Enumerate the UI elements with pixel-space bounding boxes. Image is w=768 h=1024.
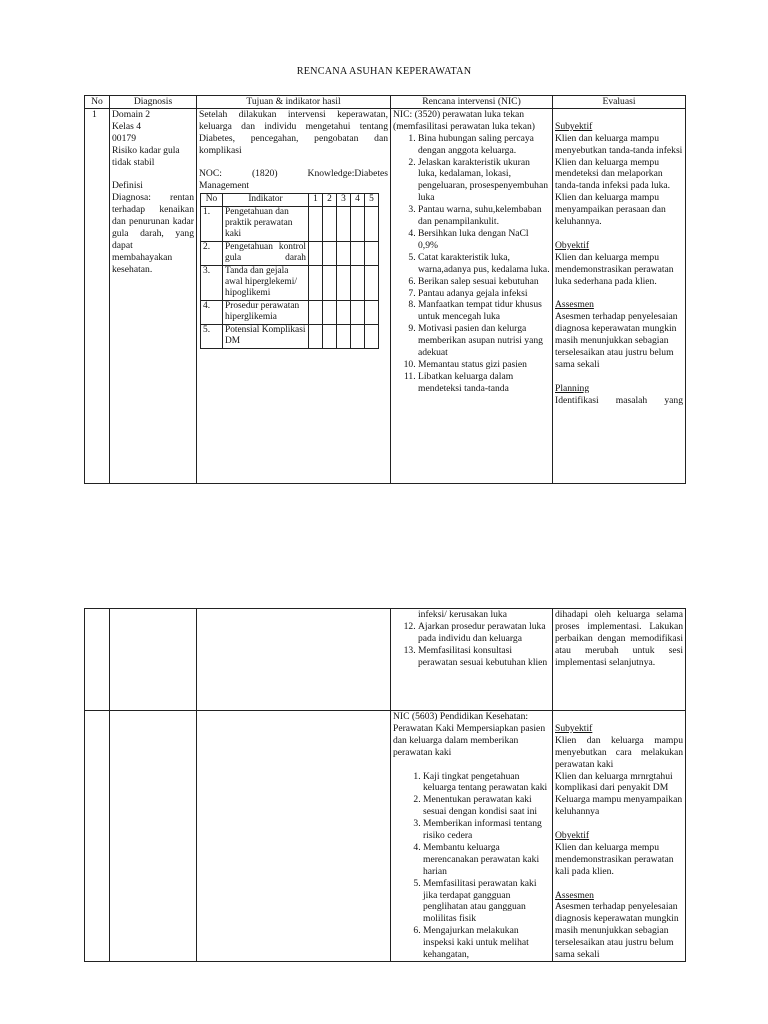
tujuan-intro: Setelah dilakukan intervensi keperawatan, keluarga dan individu mengetahui tentang Diabetes, pencegahan, pengobatan dan komplikasi (199, 108, 388, 156)
header-row (85, 96, 686, 109)
evaluasi-cell (553, 711, 686, 962)
evaluasi-cell (553, 108, 686, 483)
nic-cell (391, 711, 553, 962)
diagnosis-line: Risiko kadar gula (112, 144, 180, 156)
nic-list (393, 133, 550, 395)
list-item: 5. Memfasilitasi perawatan kaki jika terdapat gangguan penglihatan atau gangguan molilitas fisik (423, 878, 550, 926)
list-item: 3. Memberikan informasi tentang risiko cedera (423, 818, 550, 842)
definisi-text: Diagnosa: rentan terhadap kenaikan dan penurunan kadar gula darah, yang dapat membahayakan kesehatan. (112, 192, 194, 275)
asesmen-text: Asesmen terhadap penyelesaian diagnosis keperawatan mungkin masih menunjukkan sebagian terselesaikan atau justru belum sama sekali (555, 901, 679, 961)
diagnosis-line: 00179 (112, 132, 136, 144)
list-item: 4. Membantu keluarga merencanakan perawatan kaki harian (423, 842, 550, 878)
header-tujuan: Tujuan & indikator hasil (197, 96, 391, 109)
header-no: No (85, 96, 110, 109)
indicator-header-row: No Indikator 1 2 3 4 5 (201, 194, 379, 206)
evaluasi-cell (553, 609, 686, 711)
indicator-row: 5. Potensial Komplikasi DM (201, 324, 379, 348)
indicator-row: 2. Pengetahuan kontrol gula darah (201, 241, 379, 265)
list-item: 1. Bina hubungan saling percaya dengan anggota keluarga. (418, 133, 550, 157)
list-item: 11. Libatkan keluarga dalam mendeteksi tanda-tanda (418, 371, 550, 395)
obyektif-text: Klien dan keluarga mempu mendemonstrasikan perawatan luka sederhana pada klien. (555, 251, 674, 287)
page-title: RENCANA ASUHAN KEPERAWATAN (296, 66, 472, 77)
header-diagnosis: Diagnosis (110, 96, 197, 109)
obyektif-label: Obyektif (555, 239, 590, 251)
list-item: 12. Ajarkan prosedur perawatan luka pada individu dan keluarga (418, 621, 550, 645)
diagnosis-line: tidak stabil (112, 156, 155, 168)
indicator-table (200, 193, 379, 348)
definisi-label: Definisi (112, 180, 143, 192)
list-item: 13. Memfasilitasi konsultasi perawatan sesuai kebutuhan klien (418, 645, 550, 669)
list-item: 9. Motivasi pasien dan kelurga memberikan asupan nutrisi yang adekuat (418, 323, 550, 359)
obyektif-label: Obyektif (555, 830, 590, 842)
subyektif-text: Klien dan keluarga mempu mendeteksi dan melaporkan tanda-tanda infeksi pada luka. (555, 156, 671, 192)
nic-list (393, 771, 550, 962)
subyektif-text: Klien dan keluarga mampu menyebutkan tanda-tanda infeksi (555, 132, 683, 156)
asesmen-label: Assesmen (555, 889, 594, 901)
list-item: 3. Pantau warna, suhu,kelembaban dan penampilankulit. (418, 204, 550, 228)
list-item: 6. Berikan salep sesuai kebutuhan (418, 276, 550, 288)
subyektif-text: Klien dan keluarga mampu menyampaikan perasaan dan keluhannya. (555, 192, 666, 228)
table-row (85, 711, 686, 962)
tujuan-cell (197, 108, 391, 483)
care-plan-table-continued (84, 608, 686, 962)
list-item: 4. Bersihkan luka dengan NaCl 0,9% (418, 228, 550, 252)
subyektif-label: Subyektif (555, 722, 593, 734)
nic-list (393, 621, 550, 669)
diagnosis-cell (110, 108, 197, 483)
asesmen-label: Assesmen (555, 299, 594, 311)
nic-continued: infeksi/ kerusakan luka (418, 609, 507, 620)
list-item: 7. Pantau adanya gejala infeksi (418, 288, 550, 300)
subyektif-text: Klien dan keluarga mampu menyebutkan cara melakukan perawatan kaki (555, 734, 683, 770)
nic-cell (391, 609, 553, 711)
planning-label: Planning (555, 382, 590, 394)
planning-continued: dihadapi oleh keluarga selama proses implementasi. Lakukan perbaikan dengan memodifikasi atau merubah untuk sesi implementasi selanjutnya. (555, 609, 683, 668)
header-nic: Rencana intervensi (NIC) (391, 96, 553, 109)
diagnosis-line: Kelas 4 (112, 120, 142, 132)
noc-tail: Management (199, 180, 250, 192)
subyektif-text: Klien dan keluarga mrnrgtahui komplikasi dari penyakit DM (555, 770, 673, 794)
planning-text: Identifikasi masalah yang (555, 394, 683, 406)
table-row (85, 609, 686, 711)
list-item: 10. Memantau status gizi pasien (418, 359, 550, 371)
nic-intro: NIC: (3520) perawatan luka tekan (memfasilitasi perawatan luka tekan) (393, 108, 535, 132)
list-item: 6. Mengajurkan melakukan inspeksi kaki untuk melihat kehangatan, (423, 925, 550, 961)
nic-cell (391, 108, 553, 483)
indicator-row: 1. Pengetahuan dan praktik perawatan kaki (201, 206, 379, 241)
list-item: 8. Manfaatkan tempat tidur khusus untuk mencegah luka (418, 299, 550, 323)
noc-line: NOC: (1820) Knowledge:Diabetes (199, 168, 388, 180)
subyektif-label: Subyektif (555, 120, 593, 132)
table-row (85, 108, 686, 483)
subyektif-text: Keluarga mampu menyampaikan keluhannya (555, 794, 683, 818)
list-item: 5. Catat karakteristik luka, warna,adanya pus, kedalama luka. (418, 252, 550, 276)
asesmen-text: Asesmen terhadap penyelesaian diagnosa keperawatan mungkin masih menunjukkan sebagian terselesaikan atau justru belum sama sekali (555, 311, 678, 370)
indicator-row: 4. Prosedur perawatan hiperglikemia (201, 300, 379, 324)
nic-intro: NIC (5603) Pendidikan Kesehatan: Perawatan Kaki Mempersiapkan pasien dan keluarga dalam memberikan perawatan kaki (393, 711, 546, 758)
diagnosis-line: Domain 2 (112, 108, 151, 120)
header-evaluasi: Evaluasi (553, 96, 686, 109)
care-plan-table (84, 95, 686, 484)
obyektif-text: Klien dan keluarga mempu mendemonstrasikan perawatan kali pada klien. (555, 841, 674, 877)
list-item: 2. Menentukan perawatan kaki sesuai dengan kondisi saat ini (423, 794, 550, 818)
indicator-row: 3. Tanda dan gejala awal hiperglekemi/ hipoglikemi (201, 265, 379, 300)
list-item: 1. Kaji tingkat pengetahuan keluarga tentang perawatan kaki (423, 771, 550, 795)
row-number: 1 (85, 108, 110, 483)
list-item: 2. Jelaskan karakteristik ukuran luka, kedalaman, lokasi, pengeluaran, prosespenyembuhan luka (418, 157, 550, 205)
